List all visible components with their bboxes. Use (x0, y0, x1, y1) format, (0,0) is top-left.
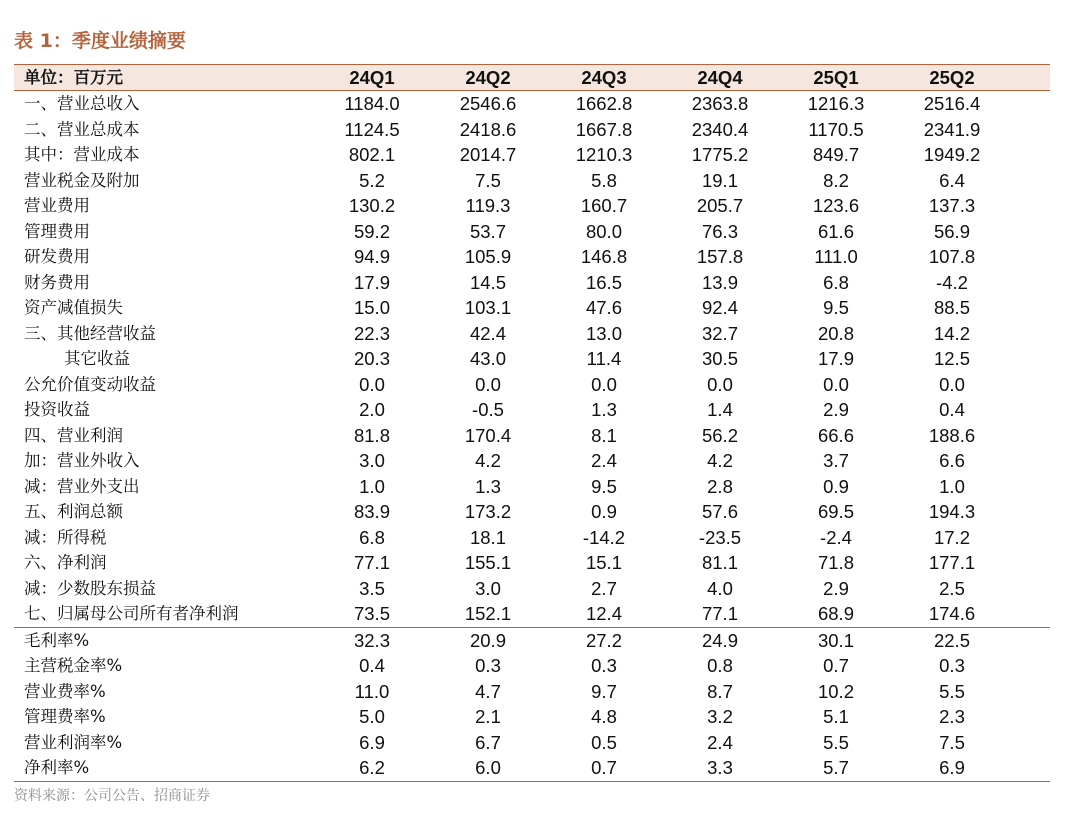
table-cell: 80.0 (585, 220, 622, 242)
table-row (14, 193, 1050, 219)
table-cell: 152.1 (464, 603, 512, 624)
table-cell: 4.7 (475, 680, 501, 702)
table-cell: 5.0 (359, 706, 385, 727)
table-cell: 0.7 (823, 655, 849, 676)
table-cell: 42.4 (469, 322, 506, 344)
row-label: 营业费用 (24, 196, 90, 215)
table-cell: 32.3 (353, 629, 390, 651)
table-cell: 194.3 (928, 501, 976, 522)
table-cell: -2.4 (820, 526, 852, 548)
table-cell: 17.9 (353, 271, 390, 293)
table-cell: 0.5 (591, 731, 617, 753)
table-cell: 1.4 (707, 399, 733, 420)
table-cell: 6.2 (359, 757, 385, 778)
table-cell: 1.0 (359, 475, 385, 497)
table-cell: 83.9 (353, 501, 390, 522)
table-cell: 56.9 (933, 220, 970, 242)
table-cell: 14.2 (933, 322, 970, 344)
table-cell: 111.0 (814, 246, 858, 267)
table-cell: 2.1 (475, 706, 501, 727)
table-cell: 0.9 (591, 501, 617, 522)
table-cell: 2546.6 (459, 93, 517, 114)
table-cell: -0.5 (472, 399, 504, 420)
table-cell: 119.3 (465, 195, 511, 216)
table-cell: 69.5 (817, 501, 854, 522)
table-row (14, 397, 1050, 423)
row-label: 净利率% (24, 758, 90, 777)
table-cell: 59.2 (353, 220, 390, 242)
table-cell: 7.5 (475, 169, 501, 191)
table-cell: 5.2 (359, 169, 385, 191)
table-cell: 13.9 (701, 271, 738, 293)
column-header: 24Q3 (581, 67, 627, 88)
table-cell: 0.8 (707, 655, 733, 676)
table-row (14, 423, 1050, 449)
table-cell: 1.3 (591, 399, 617, 420)
table-cell: 32.7 (701, 322, 738, 344)
table-cell: 22.3 (353, 322, 390, 344)
table-row (14, 295, 1050, 321)
row-label: 二、营业总成本 (24, 119, 140, 139)
table-cell: 77.1 (353, 552, 390, 573)
table-row (14, 448, 1050, 474)
table-cell: 12.4 (585, 603, 622, 624)
table-row (14, 525, 1050, 551)
table-cell: 16.5 (585, 271, 622, 293)
table-cell: 71.8 (817, 552, 854, 573)
table-cell: 6.9 (359, 731, 385, 753)
table-cell: 24.9 (701, 629, 738, 651)
row-label: 五、利润总额 (24, 502, 123, 521)
table-cell: 205.7 (696, 195, 744, 216)
table-cell: 0.0 (939, 373, 965, 395)
table-row (14, 755, 1050, 782)
table-cell: 6.8 (823, 271, 849, 293)
table-cell: 6.0 (475, 757, 501, 778)
table-cell: 81.1 (701, 552, 738, 573)
table-row (14, 679, 1050, 705)
column-header: 25Q1 (813, 67, 859, 88)
table-cell: 3.0 (359, 450, 385, 471)
table-cell: 68.9 (817, 603, 854, 624)
table-cell: 56.2 (701, 424, 738, 446)
table-cell: 9.5 (823, 297, 849, 318)
row-label: 三、其他经营收益 (24, 323, 156, 343)
table-cell: 0.9 (823, 475, 849, 497)
table-cell: 157.8 (696, 246, 744, 267)
table-row (14, 142, 1050, 168)
table-cell: 30.5 (701, 348, 738, 369)
table-cell: 88.5 (933, 297, 970, 318)
row-label: 营业利润率% (24, 732, 123, 752)
row-label: 减：少数股东损益 (24, 578, 156, 598)
table-cell: 2418.6 (459, 118, 517, 140)
table-cell: 18.1 (469, 526, 506, 548)
table-cell: 5.7 (823, 757, 849, 778)
column-header: 24Q2 (465, 67, 511, 88)
table-cell: 2340.4 (691, 118, 749, 140)
table-row (14, 372, 1050, 398)
table-row (14, 219, 1050, 245)
table-cell: 2.9 (823, 399, 849, 420)
table-cell: 2.4 (591, 450, 617, 471)
table-cell: 0.3 (939, 655, 965, 676)
row-label: 六、净利润 (24, 553, 107, 572)
row-label: 公允价值变动收益 (24, 374, 156, 394)
table-row (14, 474, 1050, 500)
table-cell: 6.4 (939, 169, 965, 191)
table-cell: 2.7 (591, 577, 617, 599)
table-cell: 2.4 (707, 731, 733, 753)
table-cell: 0.7 (591, 757, 617, 778)
table-cell: 0.3 (591, 655, 617, 676)
quarterly-summary-table (14, 64, 1050, 782)
table-cell: 6.6 (939, 450, 965, 471)
table-cell: 2014.7 (459, 144, 517, 165)
table-cell: 57.6 (701, 501, 738, 522)
row-label: 投资收益 (24, 400, 90, 419)
row-label: 一、营业总收入 (24, 94, 140, 113)
table-cell: 1.3 (475, 475, 501, 497)
table-cell: 94.9 (353, 246, 390, 267)
table-row (14, 730, 1050, 756)
unit-label: 单位：百万元 (24, 68, 123, 87)
table-row (14, 550, 1050, 576)
table-row (14, 601, 1050, 627)
row-label: 营业税金及附加 (24, 170, 140, 190)
table-cell: 81.8 (353, 424, 390, 446)
table-cell: 130.2 (348, 195, 396, 216)
table-cell: -4.2 (936, 271, 968, 293)
table-cell: 146.8 (580, 246, 628, 267)
table-cell: 17.9 (817, 348, 854, 369)
table-cell: 20.3 (353, 348, 390, 369)
table-row (14, 321, 1050, 347)
table-cell: 103.1 (464, 297, 512, 318)
table-cell: 137.3 (928, 195, 976, 216)
table-cell: 15.0 (353, 297, 390, 318)
table-cell: 15.1 (585, 552, 622, 573)
table-row (14, 270, 1050, 296)
table-cell: 1124.5 (344, 118, 400, 140)
table-row (14, 704, 1050, 730)
table-cell: 1.0 (939, 475, 965, 497)
table-cell: 8.2 (823, 169, 849, 191)
table-cell: 1662.8 (575, 93, 633, 114)
row-label: 减：所得税 (24, 527, 107, 547)
table-cell: 2.9 (823, 577, 849, 599)
table-cell: 170.4 (464, 424, 512, 446)
table-cell: 0.4 (359, 655, 385, 676)
table-cell: 47.6 (585, 297, 622, 318)
table-cell: 22.5 (933, 629, 970, 651)
table-cell: 92.4 (701, 297, 738, 318)
table-cell: 12.5 (933, 348, 970, 369)
table-cell: 2516.4 (923, 93, 981, 114)
table-cell: 3.0 (475, 577, 501, 599)
table-cell: 155.1 (464, 552, 512, 573)
table-cell: 849.7 (812, 144, 860, 165)
table-cell: 4.2 (707, 450, 733, 471)
table-cell: 27.2 (585, 629, 622, 651)
table-cell: 6.7 (475, 731, 501, 753)
row-label: 管理费率% (24, 707, 106, 726)
table-cell: 1184.0 (344, 93, 400, 114)
table-cell: 0.0 (591, 373, 617, 395)
table-cell: 1775.2 (691, 144, 749, 165)
table-cell: 6.8 (359, 526, 385, 548)
table-cell: 8.1 (591, 424, 617, 446)
table-cell: 2.3 (939, 706, 965, 727)
table-cell: 0.4 (939, 399, 965, 420)
table-cell: 2363.8 (691, 93, 749, 114)
table-row (14, 499, 1050, 525)
table-cell: 1170.5 (808, 118, 864, 140)
column-header: 24Q4 (697, 67, 743, 88)
table-cell: 6.9 (939, 757, 965, 778)
table-cell: 66.6 (817, 424, 854, 446)
table-cell: 76.3 (701, 220, 738, 242)
table-cell: 188.6 (928, 424, 976, 446)
table-row (14, 91, 1050, 117)
table-cell: 77.1 (701, 603, 738, 624)
row-label: 营业费率% (24, 681, 106, 701)
table-cell: 3.5 (359, 577, 385, 599)
table-cell: 11.0 (354, 680, 390, 702)
row-label: 加：营业外收入 (24, 451, 140, 470)
table-cell: 4.2 (475, 450, 501, 471)
row-label: 其它收益 (64, 349, 130, 368)
column-header: 24Q1 (349, 67, 395, 88)
row-label: 减：营业外支出 (24, 476, 140, 496)
table-cell: 73.5 (353, 603, 390, 624)
table-cell: 2.8 (707, 475, 733, 497)
table-cell: 8.7 (707, 680, 733, 702)
table-cell: 5.5 (939, 680, 965, 702)
table-cell: 3.7 (823, 450, 849, 471)
table-cell: 2.0 (359, 399, 385, 420)
table-row (14, 346, 1050, 372)
table-cell: 4.8 (591, 706, 617, 727)
table-cell: 5.5 (823, 731, 849, 753)
row-label: 主营税金率% (24, 656, 123, 675)
row-label: 四、营业利润 (24, 425, 123, 445)
table-cell: 5.8 (591, 169, 617, 191)
table-cell: 3.2 (707, 706, 733, 727)
table-title: 表 1：季度业绩摘要 (14, 30, 186, 52)
table-cell: 174.6 (928, 603, 976, 624)
table-cell: 2341.9 (923, 118, 981, 140)
row-label: 管理费用 (24, 221, 90, 241)
table-cell: 10.2 (817, 680, 854, 702)
table-cell: 14.5 (469, 271, 506, 293)
table-cell: 61.6 (817, 220, 854, 242)
table-body (14, 91, 1050, 782)
table-header-row (14, 64, 1050, 91)
table-cell: -23.5 (698, 526, 742, 548)
table-cell: 3.3 (707, 757, 733, 778)
table-cell: 17.2 (933, 526, 970, 548)
row-label: 其中：营业成本 (24, 145, 140, 164)
table-cell: 53.7 (469, 220, 506, 242)
table-row (14, 244, 1050, 270)
row-label: 财务费用 (24, 272, 90, 292)
table-cell: 9.5 (591, 475, 617, 497)
table-cell: 5.1 (823, 706, 849, 727)
row-label: 毛利率% (24, 630, 90, 650)
table-cell: -14.2 (582, 526, 626, 548)
table-cell: 9.7 (591, 680, 617, 702)
table-cell: 0.0 (823, 373, 849, 395)
table-cell: 107.8 (928, 246, 976, 267)
table-cell: 20.9 (469, 629, 506, 651)
row-label: 资产减值损失 (24, 298, 123, 317)
table-cell: 11.4 (586, 348, 622, 369)
table-cell: 802.1 (348, 144, 396, 165)
table-cell: 0.0 (359, 373, 385, 395)
table-cell: 30.1 (817, 629, 854, 651)
table-cell: 19.1 (701, 169, 738, 191)
table-cell: 177.1 (928, 552, 976, 573)
table-cell: 4.0 (707, 577, 733, 599)
table-cell: 43.0 (469, 348, 506, 369)
table-cell: 1216.3 (807, 93, 865, 114)
table-row (14, 168, 1050, 194)
table-cell: 160.7 (580, 195, 628, 216)
table-cell: 0.0 (707, 373, 733, 395)
row-label: 研发费用 (24, 247, 90, 266)
row-label: 七、归属母公司所有者净利润 (24, 604, 239, 623)
table-cell: 123.6 (812, 195, 860, 216)
table-row (14, 117, 1050, 143)
table-cell: 7.5 (939, 731, 965, 753)
table-row (14, 653, 1050, 679)
table-cell: 0.0 (475, 373, 501, 395)
table-cell: 1667.8 (575, 118, 633, 140)
table-cell: 0.3 (475, 655, 501, 676)
table-cell: 1949.2 (923, 144, 981, 165)
table-cell: 105.9 (464, 246, 512, 267)
source-note: 资料来源：公司公告、招商证券 (14, 788, 210, 804)
table-cell: 13.0 (585, 322, 622, 344)
table-row (14, 627, 1050, 654)
table-cell: 2.5 (939, 577, 965, 599)
column-header: 25Q2 (929, 67, 975, 88)
table-cell: 173.2 (464, 501, 512, 522)
table-cell: 20.8 (817, 322, 854, 344)
table-cell: 1210.3 (575, 144, 633, 165)
table-row (14, 576, 1050, 602)
